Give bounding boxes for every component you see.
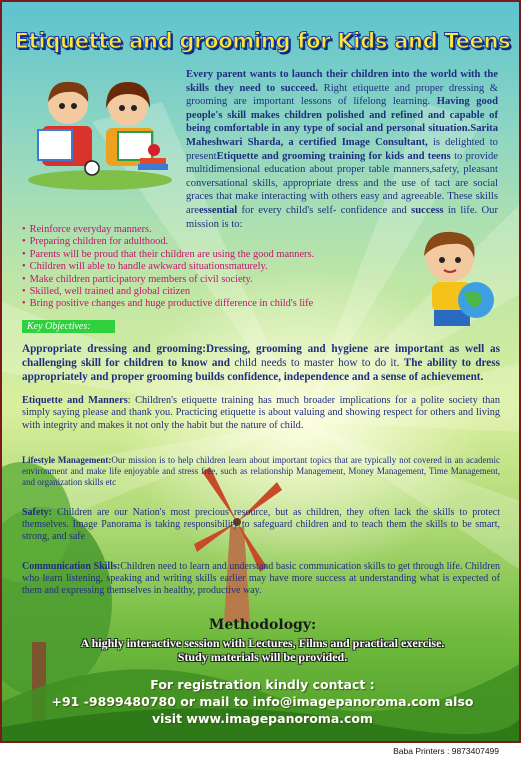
mission-list	[22, 224, 342, 311]
section-etiquette: Etiquette and Manners: Children's etiquette training has much broader implications for a polite society than simply saying please and thank you. Practicing etiquette is about valuing and showing respect for others and living with integrity and makes it not only the habit but the nature of child.	[22, 395, 501, 431]
methodology-line: Study materials will be provided.	[177, 650, 348, 664]
registration-website[interactable]: visit www.imagepanoroma.com	[151, 711, 374, 726]
section-dressing: Appropriate dressing and grooming:Dressing, grooming and hygiene are important as well as challenging skill for children to know and child needs to master how to do it. The ability to dress appropriately and proper grooming builds confidence, independence and a sense of achievement.	[22, 343, 500, 383]
section-safety: Safety: Children are our Nation's most precious resource, but as children, they often lack the skills to protect themselves. Image Panorama is taking responsibility to safeguard children and to teach them the skills to be smart, strong, and safe	[22, 507, 500, 543]
methodology-text	[2, 636, 521, 664]
intro-paragraph: Every parent wants to launch their children into the world with the skills they need to succeed. Right etiquette and proper dressing & grooming are important lessons of lifelong learning. Having good people's skill makes children polished and refined and capable of being comfortable in any type of social and personal situation.Sarita Maheshwari Sharda, a certified Image Consultant, is delighted to presentEtiquette and grooming training for kids and teens to provide multidimensional education about proper table manners,safety, pleasant conversational skills, appropriate dress and the use of tact are social graces that make interacting with others easy and agreeable. These skills areessential for every child's self- confidence and success in life. Our mission is to:	[186, 69, 499, 230]
methodology-line: A highly interactive session with Lectures, Films and practical exercise.	[80, 636, 445, 650]
list-item: • Make children participatory members of civil society.	[22, 274, 342, 286]
section-lifestyle: Lifestyle Management:Our mission is to help children learn about important topics that are typically not covered in an academic environment and make life enjoyable and stress free, such as relationship Management, Money Management, Time Management, and organization skills etc	[22, 455, 500, 487]
kids-reading-illustration	[20, 64, 180, 192]
list-item: • Children will able to handle awkward situationsmaturely.	[22, 261, 342, 273]
list-item: • Reinforce everyday manners.	[22, 224, 342, 236]
list-item: • Parents will be proud that their children are using the good manners.	[22, 249, 342, 261]
boy-with-globe-illustration	[400, 224, 512, 336]
registration-heading: For registration kindly contact :	[150, 677, 375, 692]
key-objectives-badge: Key Objectives:	[22, 320, 115, 333]
list-item: • Skilled, well trained and global citizen	[22, 286, 342, 298]
methodology-heading: Methodology:	[208, 617, 317, 633]
list-item: • Preparing children for adulthood.	[22, 236, 342, 248]
registration-contact[interactable]: +91 -9899480780 or mail to info@imagepanoroma.com also	[51, 694, 474, 709]
section-communication: Communication Skills:Children need to learn and understand basic communication skills to get through life. Children who learn listening, speaking and writing skills earlier may have more success at understanding what is expected of them and expressing themselves in healthy, productive way.	[22, 561, 501, 597]
printer-credit: Baba Printers : 9873407499	[393, 746, 499, 756]
page-title: Etiquette and grooming for Kids and Teens	[14, 29, 511, 53]
list-item: • Bring positive changes and huge productive difference in child's life	[22, 298, 342, 310]
windmill-illustration	[194, 467, 282, 622]
